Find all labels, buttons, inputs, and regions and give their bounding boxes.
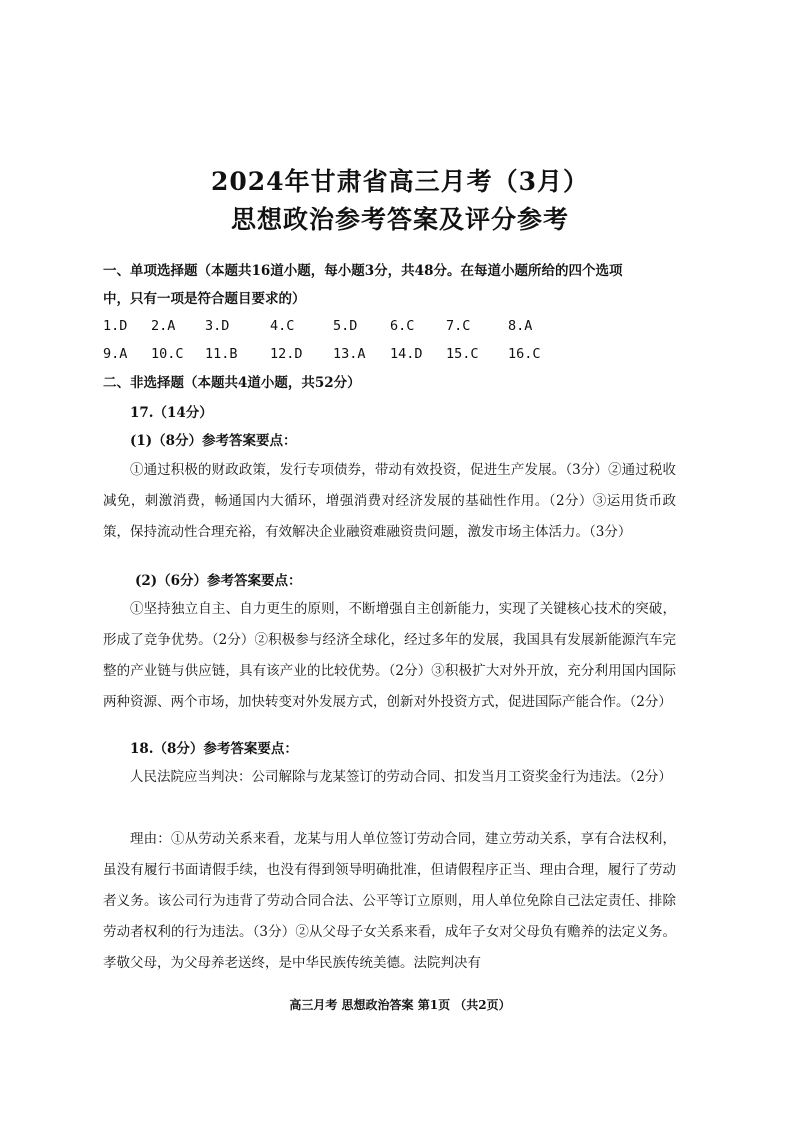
q18-label: 18.（8分）参考答案要点：: [130, 741, 298, 757]
answer-item: 2.A: [151, 318, 176, 334]
q18-judgement: 人民法院应当判决：公司解除与龙某签订的劳动合同、扣发当月工资奖金行为违法。（2分）: [130, 769, 672, 785]
q17-part1-text: ①通过积极的财政政策，发行专项债券，带动有效投资，促进生产发展。（3分）②通过税收减免，刺激消费，畅通国内大循环，增强消费对经济发展的基础性作用。（2分）③运用货币政策，保持流动性合理充裕，有效解决企业融资难融资贵问题，激发市场主体活力。（3分）: [103, 462, 676, 540]
q17-part2-label: (2)（6分）参考答案要点：: [135, 573, 302, 589]
section2-heading: 二、非选择题（本题共4道小题，共52分）: [103, 375, 361, 391]
document-title: 2024年甘肃省高三月考（3月）: [211, 167, 589, 196]
q17-part2-text: ①坚持独立自主、自力更生的原则，不断增强自主创新能力，实现了关键核心技术的突破，形成了竞争优势。（2分）②积极参与经济全球化，经过多年的发展，我国具有发展新能源汽车完整的产业链与供应链，具有该产业的比较优势。（2分）③积极扩大对外开放，充分利用国内国际两种资源、两个市场，加快转变对外发展方式，创新对外投资方式，促进国际产能合作。（2分）: [103, 601, 676, 710]
section1-heading-line1: 一、单项选择题（本题共16道小题，每小题3分，共48分。在每道小题所给的四个选项: [103, 263, 623, 279]
answer-item: 6.C: [390, 318, 415, 334]
q17-part1-label: (1)（8分）参考答案要点：: [130, 433, 297, 449]
section1-heading-line2: 中，只有一项是符合题目要求的）: [103, 291, 306, 307]
answer-item: 15.C: [446, 346, 479, 362]
answer-item: 9.A: [103, 346, 128, 362]
answer-item: 5.D: [333, 318, 358, 334]
answer-item: 7.C: [446, 318, 471, 334]
answer-item: 11.B: [205, 346, 238, 362]
answer-item: 4.C: [270, 318, 295, 334]
answer-item: 10.C: [151, 346, 184, 362]
q17-label: 17.（14分）: [130, 405, 213, 421]
answer-item: 1.D: [103, 318, 128, 334]
document-subtitle: 思想政治参考答案及评分参考: [230, 205, 569, 234]
answer-item: 13.A: [333, 346, 366, 362]
answer-item: 8.A: [508, 318, 533, 334]
answer-item: 3.D: [205, 318, 230, 334]
answer-item: 14.D: [390, 346, 423, 362]
q18-reason: 理由：①从劳动关系来看，龙某与用人单位签订劳动合同，建立劳动关系，享有合法权利，虽没有履行书面请假手续，也没有得到领导明确批准，但请假程序正当、理由合理，履行了劳动者义务。该公司行为违背了劳动合同合法、公平等订立原则，用人单位免除自己法定责任、排除劳动者权利的行为违法。（3分）②从父母子女关系来看，成年子女对父母负有赡养的法定义务。孝敬父母，为父母养老送终，是中华民族传统美德。法院判决有: [103, 831, 676, 971]
answer-item: 12.D: [270, 346, 303, 362]
page-footer: 高三月考 思想政治答案 第1页 （共2页）: [289, 998, 511, 1012]
answer-item: 16.C: [508, 346, 541, 362]
